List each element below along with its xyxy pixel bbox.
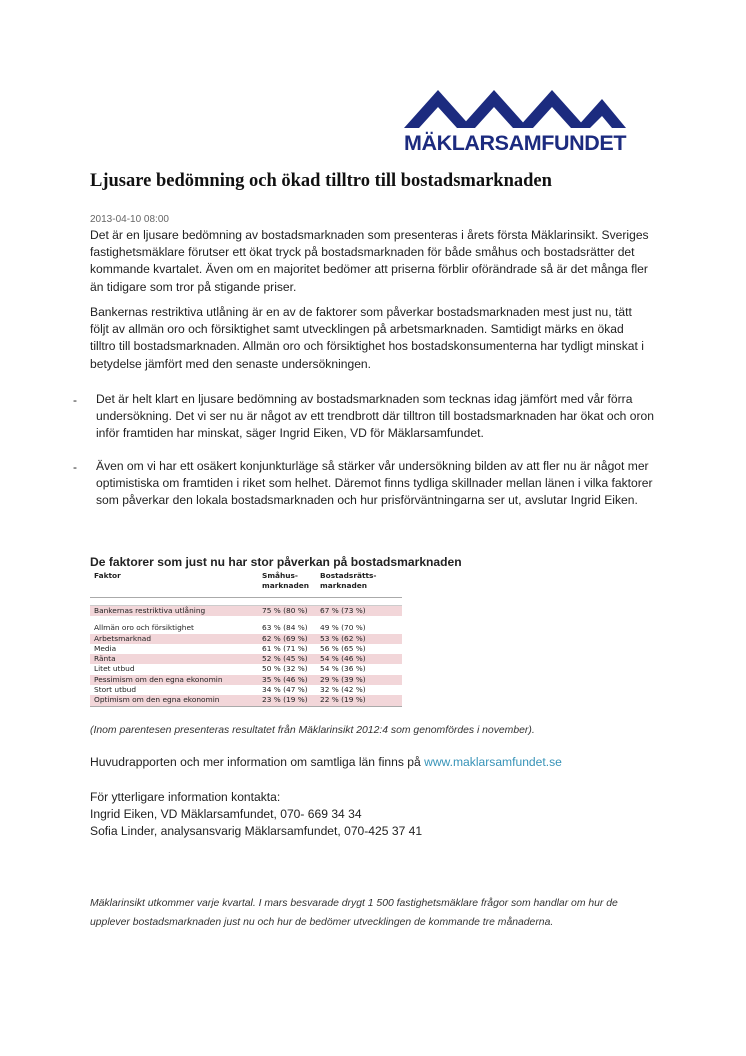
- table-cell: 62 % (69 %): [258, 634, 316, 644]
- table-row: [90, 623, 402, 633]
- table-cell: 32 % (42 %): [320, 685, 366, 695]
- table-cell: 56 % (65 %): [320, 643, 366, 653]
- intro-paragraph: Det är en ljusare bedömning av bostadsmarknaden som presenteras i årets första Mäklarinsikt. Sveriges fastighetsmäklare förutser ett ökat tryck på bostadsmarknaden för både småhus och bostadsrätter det kommande kvartalet. Även om en majoritet bedömer att priserna förblir oförändrade så är det många fler än tidigare som tror på stigande priser.: [90, 228, 649, 294]
- table-row: [90, 695, 402, 706]
- table-row: [90, 634, 402, 644]
- table-cell: 54 % (36 %): [320, 664, 366, 674]
- table-cell: Stort utbud: [94, 685, 137, 695]
- table-cell: Allmän oro och försiktighet: [94, 623, 194, 633]
- column-header: Faktor: [90, 569, 258, 598]
- website-link[interactable]: www.maklarsamfundet.se: [424, 755, 562, 769]
- table-cell: 52 % (45 %): [258, 654, 316, 664]
- factors-table: [90, 569, 402, 707]
- roof-icon: [402, 87, 628, 131]
- table-row: [90, 606, 402, 617]
- table-header-row: [90, 569, 402, 598]
- quote-paragraph: Det är helt klart en ljusare bedömning av bostadsmarknaden som tecknas idag jämfört med vår förra undersökning. Det vi ser nu är något av ett trendbrott där tilltron till bostadsmarknaden har ökat och oron inför framtiden har minskat, säger Ingrid Eiken, VD för Mäklarsamfundet.: [96, 392, 654, 441]
- table-cell: 29 % (39 %): [316, 675, 402, 685]
- contact-line: Ingrid Eiken, VD Mäklarsamfundet, 070- 669 34 34: [90, 807, 362, 821]
- page-title: Ljusare bedömning och ökad tilltro till bostadsmarknaden: [90, 171, 552, 191]
- contact-line: Sofia Linder, analysansvarig Mäklarsamfundet, 070-425 37 41: [90, 824, 423, 838]
- table-spacer: [90, 616, 402, 623]
- table-cell: Arbetsmarknad: [90, 634, 258, 644]
- table-cell: 35 % (46 %): [258, 675, 316, 685]
- table-cell: Optimism om den egna ekonomin: [90, 695, 258, 706]
- table-row: [90, 675, 402, 685]
- body-paragraph: Bankernas restriktiva utlåning är en av de faktorer som påverkar bostadsmarknaden mest just nu, tätt följt av allmän oro och försiktighet samt utvecklingen på arbetsmarknaden. Samtidigt märks en ökad tilltro till bostadsmarknaden. Allmän oro och försiktighet hos bostadskonsumenterna har tydligt minskat i betydelse jämfört med den senaste undersökningen.: [90, 305, 644, 371]
- table-cell: Media: [94, 643, 117, 653]
- contact-heading: För ytterligare information kontakta:: [90, 790, 281, 804]
- table-spacer: [90, 598, 402, 606]
- table-cell: 53 % (62 %): [316, 634, 402, 644]
- table-cell: 34 % (47 %): [262, 685, 308, 695]
- more-info-line: [90, 754, 562, 771]
- more-info-text: Huvudrapporten och mer information om samtliga län finns på: [90, 755, 425, 769]
- table-cell: Ränta: [90, 654, 258, 664]
- bullet-dash: -: [73, 393, 77, 407]
- quote-paragraph: Även om vi har ett osäkert konjunkturläge så stärker vår undersökning bilden av att fler nu är något mer optimistiska om framtiden i riket som helhet. Däremot finns tydliga skillnader mellan länen i vilka faktorer som påverkar den lokala bostadsmarknaden och hur prisförväntningarna ser ut, avslutar Ingrid Eiken.: [96, 459, 653, 508]
- logo-wordmark: MÄKLARSAMFUNDET: [403, 131, 627, 155]
- table-row: [90, 664, 402, 674]
- column-header: Småhus-marknaden: [258, 569, 316, 598]
- table-row: [90, 644, 402, 654]
- table-cell: Pessimism om den egna ekonomin: [90, 675, 258, 685]
- table-row: [90, 685, 402, 695]
- table-cell: 49 % (70 %): [320, 623, 366, 633]
- table-heading: De faktorer som just nu har stor påverkan på bostadsmarknaden: [90, 555, 462, 569]
- table-cell: 54 % (46 %): [316, 654, 402, 664]
- table-cell: Bankernas restriktiva utlåning: [90, 606, 258, 617]
- table-note: (Inom parentesen presenteras resultatet från Mäklarinsikt 2012:4 som genomfördes i november).: [90, 725, 535, 736]
- table-cell: 63 % (84 %): [262, 623, 308, 633]
- table-cell: 23 % (19 %): [258, 695, 316, 706]
- table-cell: 22 % (19 %): [316, 695, 402, 706]
- bullet-dash: -: [73, 460, 77, 474]
- table-cell: Litet utbud: [94, 664, 135, 674]
- footer-note: Mäklarinsikt utkommer varje kvartal. I mars besvarade drygt 1 500 fastighetsmäklare frågor som handlar om hur de upplever bostadsmarknaden just nu och hur de bedömer utvecklingen de kommande tre månaderna.: [90, 898, 618, 928]
- table-cell: 50 % (32 %): [262, 664, 308, 674]
- maklarsamfundet-logo: [402, 87, 628, 155]
- table-cell: 75 % (80 %): [258, 606, 316, 617]
- column-header: Bostadsrätts-marknaden: [316, 569, 402, 598]
- table-row: [90, 654, 402, 664]
- table-cell: 61 % (71 %): [262, 643, 308, 653]
- table-cell: 67 % (73 %): [316, 606, 402, 617]
- publish-date: 2013-04-10 08:00: [90, 214, 169, 225]
